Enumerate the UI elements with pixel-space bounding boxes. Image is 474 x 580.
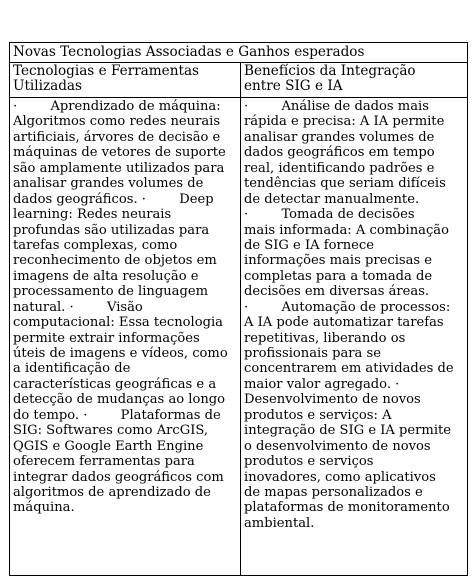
- text-line: real, identificando padrões e: [244, 160, 435, 176]
- text-line: Desenvolvimento de novos: [244, 392, 421, 408]
- technologies-table: [9, 42, 468, 576]
- text-line: o desenvolvimento de novos: [244, 438, 431, 454]
- text-line: repetitivas, liberando os: [244, 330, 406, 346]
- text-line: são amplamente utilizados para: [13, 160, 225, 176]
- text-line: · Automação de processos:: [244, 299, 451, 315]
- header-line: Benefícios da Integração: [244, 63, 416, 79]
- text-line: profissionais para se: [244, 346, 381, 361]
- text-line: características geográficas e a: [13, 376, 217, 392]
- text-line: · Aprendizado de máquina:: [13, 99, 221, 114]
- column-header-benefits: [241, 63, 468, 97]
- text-line: dados geográficos. · Deep: [13, 191, 214, 207]
- text-line: completas para a tomada de: [244, 268, 433, 284]
- text-line: reconhecimento de objetos em: [13, 253, 217, 269]
- header-line: Utilizadas: [13, 78, 83, 95]
- text-line: a identificação de: [13, 361, 131, 377]
- column-header-technologies: [10, 63, 240, 97]
- text-line: maior valor agregado. ·: [244, 376, 400, 392]
- text-line: artificiais, árvores de decisão e: [13, 129, 221, 145]
- text-line: imagens de alta resolução e: [13, 268, 199, 284]
- text-line: decisões em diversas áreas.: [244, 284, 430, 300]
- text-line: · Tomada de decisões: [244, 207, 415, 223]
- text-line: informações mais precisas e: [244, 253, 433, 269]
- text-line: inovadores, como aplicativos: [244, 469, 436, 485]
- text-line: SIG: Softwares como ArcGIS,: [13, 423, 209, 439]
- text-line: QGIS e Google Earth Engine: [13, 438, 204, 454]
- text-line: profundas são utilizadas para: [13, 222, 210, 238]
- text-line: de SIG e IA fornece: [244, 237, 375, 253]
- text-line: natural. · Visão: [13, 299, 143, 315]
- text-line: analisar grandes volumes de: [244, 129, 435, 145]
- technologies-cell: [10, 99, 240, 516]
- header-divider: [10, 97, 467, 98]
- text-line: dados geográficos em tempo: [244, 145, 435, 161]
- text-line: do tempo. · Plataformas de: [13, 407, 221, 423]
- text-line: processamento de linguagem: [13, 284, 209, 300]
- text-line: integrar dados geográficos com: [13, 469, 224, 485]
- text-line: · Análise de dados mais: [244, 99, 429, 114]
- text-line: máquinas de vetores de suporte: [13, 145, 226, 161]
- text-line: mais informada: A combinação: [244, 222, 449, 238]
- text-line: de mapas personalizados e: [244, 484, 423, 500]
- text-line: produtos e serviços: A: [244, 407, 392, 423]
- text-line: rápida e precisa: A IA permite: [244, 114, 445, 130]
- text-line: ambiental.: [244, 515, 315, 531]
- text-line: computacional: Essa tecnologia: [13, 315, 223, 331]
- text-line: integração de SIG e IA permite: [244, 423, 452, 439]
- header-line: entre SIG e IA: [244, 78, 343, 95]
- text-line: analisar grandes volumes de: [13, 176, 204, 192]
- header-line: Tecnologias e Ferramentas: [13, 63, 200, 79]
- benefits-cell: [241, 99, 468, 531]
- text-line: tendências que seriam difíceis: [244, 176, 446, 192]
- text-line: permite extrair informações: [13, 330, 200, 346]
- text-line: de detectar manualmente.: [244, 191, 420, 207]
- text-line: detecção de mudanças ao longo: [13, 392, 226, 408]
- text-line: concentrarem em atividades de: [244, 361, 454, 377]
- table-title: Novas Tecnologias Associadas e Ganhos esperados: [10, 43, 467, 63]
- text-line: tarefas complexas, como: [13, 237, 178, 253]
- text-line: oferecem ferramentas para: [13, 454, 195, 470]
- text-line: úteis de imagens e vídeos, como: [13, 346, 228, 361]
- text-line: algoritmos de aprendizado de: [13, 484, 211, 500]
- text-line: produtos e serviços: [244, 454, 374, 470]
- text-line: plataformas de monitoramento: [244, 500, 450, 516]
- text-line: Algoritmos como redes neurais: [13, 114, 221, 130]
- text-line: A IA pode automatizar tarefas: [244, 315, 444, 331]
- text-line: máquina.: [13, 500, 75, 516]
- text-line: learning: Redes neurais: [13, 207, 172, 223]
